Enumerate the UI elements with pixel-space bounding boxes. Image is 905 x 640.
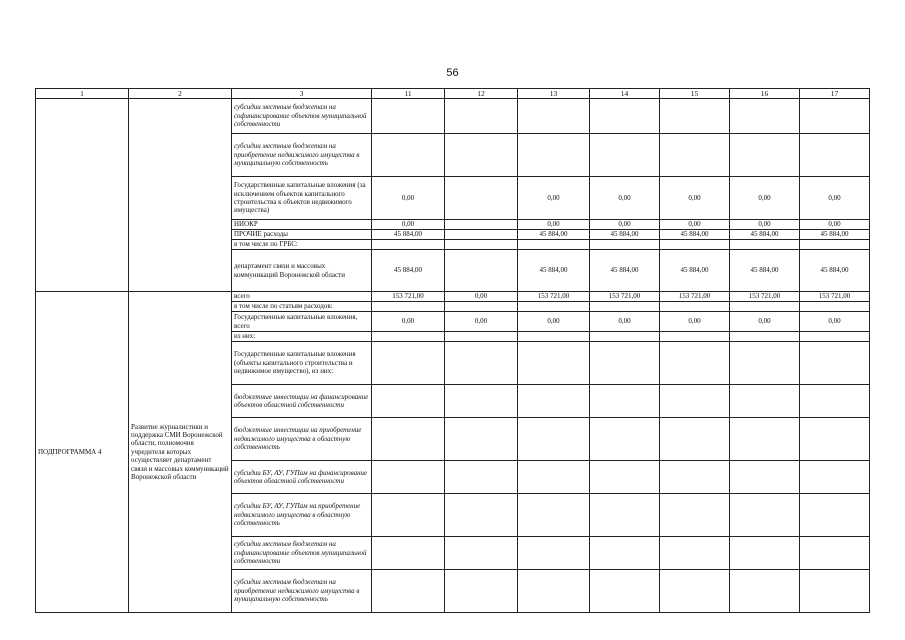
value-cell: 0,00 xyxy=(660,177,730,220)
value-cell xyxy=(372,134,445,177)
value-cell xyxy=(730,99,800,134)
value-cell xyxy=(800,134,870,177)
value-cell xyxy=(445,134,518,177)
value-cell xyxy=(518,134,590,177)
value-cell xyxy=(372,570,445,613)
value-cell xyxy=(518,537,590,570)
value-cell xyxy=(800,570,870,613)
value-cell xyxy=(372,99,445,134)
row-name: субсидии местным бюджетам на приобретение недвижимого имущества в муниципальную собственность xyxy=(232,134,372,177)
row-name: всего xyxy=(232,292,372,302)
row-name: бюджетные инвестиции на приобретение недвижимого имущества в областную собственность xyxy=(232,418,372,461)
value-cell xyxy=(730,302,800,312)
value-cell: 0,00 xyxy=(518,220,590,230)
value-cell xyxy=(590,302,660,312)
value-cell: 45 884,00 xyxy=(372,250,445,292)
value-cell xyxy=(445,570,518,613)
value-cell: 0,00 xyxy=(372,312,445,332)
value-cell xyxy=(660,99,730,134)
value-cell xyxy=(590,494,660,537)
value-cell xyxy=(445,332,518,342)
row-name: из них: xyxy=(232,332,372,342)
value-cell: 0,00 xyxy=(445,312,518,332)
value-cell: 45 884,00 xyxy=(800,250,870,292)
value-cell: 153 721,00 xyxy=(660,292,730,302)
value-cell xyxy=(590,537,660,570)
table-row xyxy=(36,292,870,302)
value-cell: 0,00 xyxy=(372,220,445,230)
value-cell xyxy=(800,302,870,312)
value-cell xyxy=(372,537,445,570)
value-cell xyxy=(730,494,800,537)
column-header: 17 xyxy=(800,89,870,99)
value-cell xyxy=(660,418,730,461)
value-cell xyxy=(590,461,660,494)
value-cell xyxy=(590,385,660,418)
value-cell xyxy=(660,537,730,570)
value-cell xyxy=(590,99,660,134)
column-header: 3 xyxy=(232,89,372,99)
value-cell: 0,00 xyxy=(518,312,590,332)
value-cell: 0,00 xyxy=(800,220,870,230)
column-header: 1 xyxy=(36,89,129,99)
value-cell: 153 721,00 xyxy=(730,292,800,302)
value-cell xyxy=(518,494,590,537)
column-header: 16 xyxy=(730,89,800,99)
value-cell xyxy=(800,240,870,250)
value-cell xyxy=(518,332,590,342)
value-cell: 45 884,00 xyxy=(590,250,660,292)
value-cell: 45 884,00 xyxy=(660,250,730,292)
row-name: Государственные капитальные вложения (объекты капитального строительства и недвижимое имущество), из них: xyxy=(232,342,372,385)
value-cell xyxy=(660,134,730,177)
row-name: субсидии БУ, АУ, ГУПам на приобретение недвижимого имущества в областную собственность xyxy=(232,494,372,537)
row-name: департамент связи и массовых коммуникаций Воронежской области xyxy=(232,250,372,292)
value-cell xyxy=(518,385,590,418)
value-cell: 45 884,00 xyxy=(660,230,730,240)
value-cell xyxy=(590,418,660,461)
value-cell xyxy=(800,494,870,537)
value-cell xyxy=(372,240,445,250)
column-header: 13 xyxy=(518,89,590,99)
value-cell xyxy=(730,385,800,418)
value-cell: 153 721,00 xyxy=(518,292,590,302)
row-name: субсидии местным бюджетам на софинансирование объектов муниципальной собственности xyxy=(232,99,372,134)
column-header: 14 xyxy=(590,89,660,99)
value-cell: 45 884,00 xyxy=(518,250,590,292)
value-cell: 0,00 xyxy=(590,312,660,332)
column-header: 11 xyxy=(372,89,445,99)
value-cell xyxy=(445,230,518,240)
row-name: в том числе по статьям расходов: xyxy=(232,302,372,312)
value-cell xyxy=(800,99,870,134)
row-name: Государственные капитальные вложения, всего xyxy=(232,312,372,332)
column-header: 2 xyxy=(129,89,232,99)
value-cell xyxy=(730,418,800,461)
value-cell: 0,00 xyxy=(800,312,870,332)
value-cell: 45 884,00 xyxy=(730,230,800,240)
value-cell xyxy=(660,332,730,342)
value-cell xyxy=(518,570,590,613)
value-cell: 45 884,00 xyxy=(518,230,590,240)
value-cell xyxy=(372,494,445,537)
value-cell xyxy=(590,240,660,250)
value-cell xyxy=(590,342,660,385)
empty-cell xyxy=(129,99,232,292)
value-cell xyxy=(518,461,590,494)
subprogram-title: Развитие журналистики и поддержка СМИ Воронежской области, полномочия учредителя которых осуществляет департамент связи и массовых коммуникаций Воронежской области xyxy=(129,292,232,613)
row-name: субсидии местным бюджетам на приобретение недвижимого имущества в муниципальную собственность xyxy=(232,570,372,613)
value-cell xyxy=(800,342,870,385)
value-cell xyxy=(445,240,518,250)
value-cell xyxy=(445,342,518,385)
value-cell xyxy=(445,494,518,537)
value-cell xyxy=(730,461,800,494)
value-cell: 153 721,00 xyxy=(800,292,870,302)
value-cell xyxy=(518,99,590,134)
value-cell xyxy=(660,461,730,494)
value-cell: 0,00 xyxy=(730,220,800,230)
value-cell: 45 884,00 xyxy=(800,230,870,240)
value-cell xyxy=(518,240,590,250)
table-header-row xyxy=(36,89,870,99)
value-cell xyxy=(730,537,800,570)
value-cell xyxy=(800,385,870,418)
value-cell xyxy=(590,332,660,342)
value-cell xyxy=(445,418,518,461)
value-cell: 0,00 xyxy=(660,312,730,332)
value-cell xyxy=(590,570,660,613)
row-name: бюджетные инвестиции на финансирование объектов областной собственности xyxy=(232,385,372,418)
value-cell: 0,00 xyxy=(730,177,800,220)
value-cell xyxy=(660,302,730,312)
value-cell xyxy=(730,134,800,177)
subprogram-code: ПОДПРОГРАММА 4 xyxy=(36,292,129,613)
value-cell xyxy=(660,342,730,385)
value-cell: 0,00 xyxy=(590,177,660,220)
value-cell xyxy=(800,537,870,570)
row-name: субсидии БУ, АУ, ГУПам на финансирование объектов областной собственности xyxy=(232,461,372,494)
value-cell: 0,00 xyxy=(445,292,518,302)
row-name: субсидии местным бюджетам на софинансирование объектов муниципальной собственности xyxy=(232,537,372,570)
value-cell xyxy=(445,177,518,220)
value-cell: 0,00 xyxy=(730,312,800,332)
value-cell xyxy=(445,220,518,230)
value-cell xyxy=(660,240,730,250)
value-cell xyxy=(445,537,518,570)
table-row xyxy=(36,99,870,134)
value-cell xyxy=(800,418,870,461)
value-cell: 153 721,00 xyxy=(372,292,445,302)
row-name: ПРОЧИЕ расходы xyxy=(232,230,372,240)
value-cell xyxy=(445,250,518,292)
value-cell: 45 884,00 xyxy=(730,250,800,292)
empty-cell xyxy=(36,99,129,292)
value-cell xyxy=(660,494,730,537)
column-header: 12 xyxy=(445,89,518,99)
row-name: в том числе по ГРБС: xyxy=(232,240,372,250)
value-cell xyxy=(518,302,590,312)
value-cell xyxy=(372,302,445,312)
value-cell: 0,00 xyxy=(372,177,445,220)
value-cell: 45 884,00 xyxy=(590,230,660,240)
column-header: 15 xyxy=(660,89,730,99)
value-cell: 45 884,00 xyxy=(372,230,445,240)
value-cell xyxy=(372,332,445,342)
value-cell xyxy=(800,461,870,494)
value-cell xyxy=(660,385,730,418)
value-cell xyxy=(372,418,445,461)
value-cell xyxy=(445,385,518,418)
row-name: НИОКР xyxy=(232,220,372,230)
value-cell xyxy=(445,461,518,494)
value-cell xyxy=(800,332,870,342)
value-cell xyxy=(445,302,518,312)
value-cell xyxy=(590,134,660,177)
budget-table xyxy=(35,88,870,613)
value-cell: 0,00 xyxy=(800,177,870,220)
value-cell xyxy=(730,570,800,613)
value-cell xyxy=(660,570,730,613)
value-cell xyxy=(372,461,445,494)
value-cell xyxy=(372,385,445,418)
value-cell xyxy=(445,99,518,134)
value-cell: 153 721,00 xyxy=(590,292,660,302)
value-cell xyxy=(730,240,800,250)
value-cell xyxy=(730,332,800,342)
value-cell xyxy=(372,342,445,385)
row-name: Государственные капитальные вложения (за исключением объектов капитального строительства к объектов недвижимого имущества) xyxy=(232,177,372,220)
page-number: 56 xyxy=(446,67,459,79)
value-cell: 0,00 xyxy=(518,177,590,220)
value-cell: 0,00 xyxy=(660,220,730,230)
value-cell xyxy=(518,418,590,461)
value-cell xyxy=(518,342,590,385)
value-cell: 0,00 xyxy=(590,220,660,230)
value-cell xyxy=(730,342,800,385)
